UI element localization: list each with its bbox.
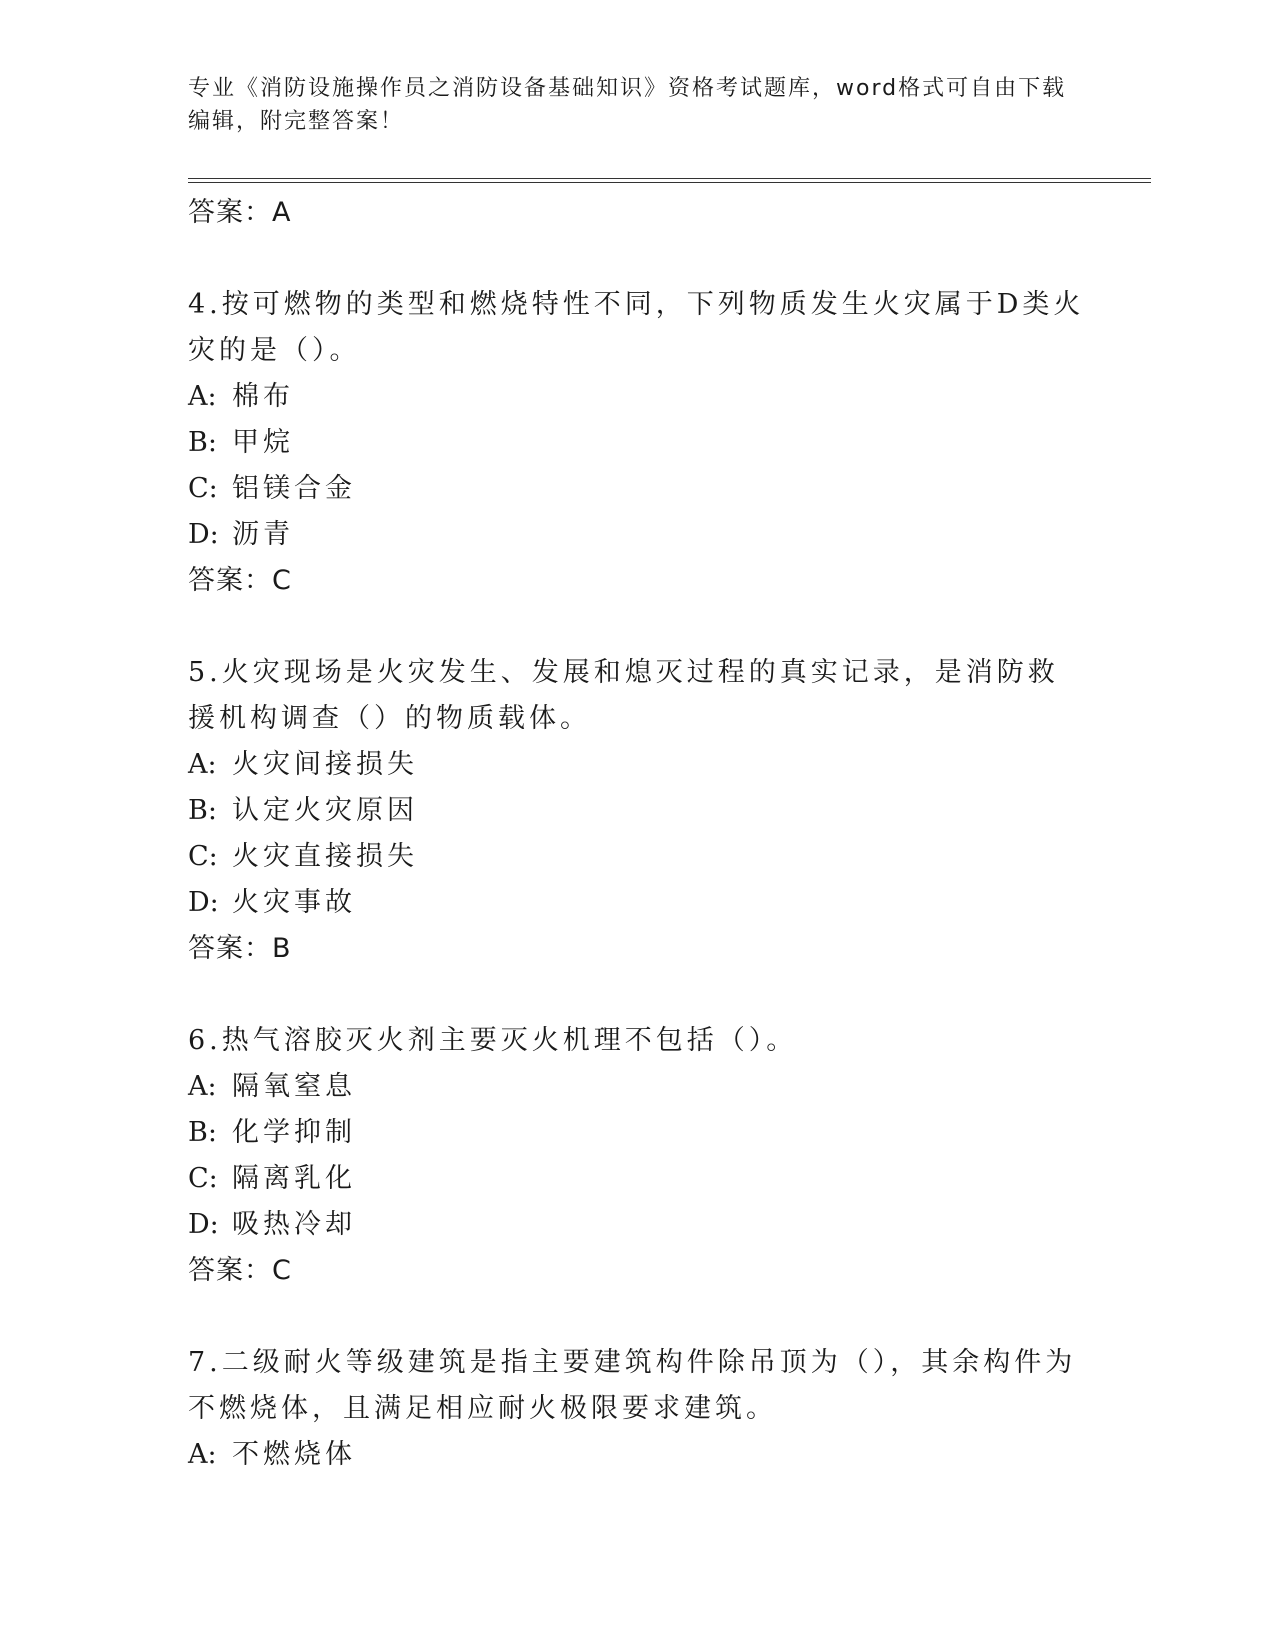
option-text: 甲烷 — [232, 427, 294, 458]
option-letter: B: — [188, 1117, 217, 1148]
option-letter: D: — [188, 887, 219, 918]
question-block — [188, 650, 1088, 972]
option-a — [188, 742, 1088, 788]
option-text: 隔离乳化 — [232, 1163, 356, 1194]
option-letter: D: — [188, 1209, 219, 1240]
option-b — [188, 788, 1088, 834]
question-stem: 7.二级耐火等级建筑是指主要建筑构件除吊顶为（），其余构件为不燃烧体，且满足相应耐火极限要求建筑。 — [188, 1347, 1077, 1424]
option-text: 认定火灾原因 — [232, 795, 418, 826]
option-text: 火灾事故 — [232, 887, 356, 918]
option-letter: A: — [188, 749, 217, 780]
document-body — [188, 190, 1088, 1478]
header-divider — [188, 178, 1151, 183]
option-letter: A: — [188, 381, 217, 412]
answer-line: 答案：A — [188, 197, 292, 228]
option-letter: C: — [188, 1163, 218, 1194]
option-d — [188, 512, 1088, 558]
option-text: 化学抑制 — [232, 1117, 356, 1148]
option-letter: A: — [188, 1439, 217, 1470]
question-stem: 5.火灾现场是火灾发生、发展和熄灭过程的真实记录，是消防救援机构调查（）的物质载体。 — [188, 657, 1059, 734]
question-stem: 6.热气溶胶灭火剂主要灭火机理不包括（）。 — [188, 1025, 798, 1056]
option-text: 火灾直接损失 — [232, 841, 418, 872]
option-c — [188, 1156, 1088, 1202]
question-stem: 4.按可燃物的类型和燃烧特性不同，下列物质发生火灾属于D类火灾的是（）。 — [188, 289, 1085, 366]
answer-line: 答案：B — [188, 933, 292, 964]
option-a — [188, 1064, 1088, 1110]
option-d — [188, 1202, 1088, 1248]
page-header: 专业《消防设施操作员之消防设备基础知识》资格考试题库，word格式可自由下载编辑，附完整答案！ — [188, 76, 1067, 134]
question-block — [188, 1018, 1088, 1294]
option-b — [188, 420, 1088, 466]
option-text: 隔氧窒息 — [232, 1071, 356, 1102]
answer-line: 答案：C — [188, 1255, 292, 1286]
option-b — [188, 1110, 1088, 1156]
question-block — [188, 282, 1088, 604]
option-letter: B: — [188, 427, 217, 458]
option-c — [188, 466, 1088, 512]
option-letter: D: — [188, 519, 219, 550]
option-a — [188, 1432, 1088, 1478]
option-letter: A: — [188, 1071, 217, 1102]
option-c — [188, 834, 1088, 880]
option-letter: C: — [188, 841, 218, 872]
option-text: 火灾间接损失 — [232, 749, 418, 780]
option-letter: C: — [188, 473, 218, 504]
answer-line: 答案：C — [188, 565, 292, 596]
option-a — [188, 374, 1088, 420]
option-text: 棉布 — [232, 381, 294, 412]
option-letter: B: — [188, 795, 217, 826]
option-text: 沥青 — [232, 519, 294, 550]
question-block — [188, 1340, 1088, 1478]
option-text: 铝镁合金 — [232, 473, 356, 504]
option-text: 不燃烧体 — [232, 1439, 356, 1470]
option-text: 吸热冷却 — [232, 1209, 356, 1240]
option-d — [188, 880, 1088, 926]
